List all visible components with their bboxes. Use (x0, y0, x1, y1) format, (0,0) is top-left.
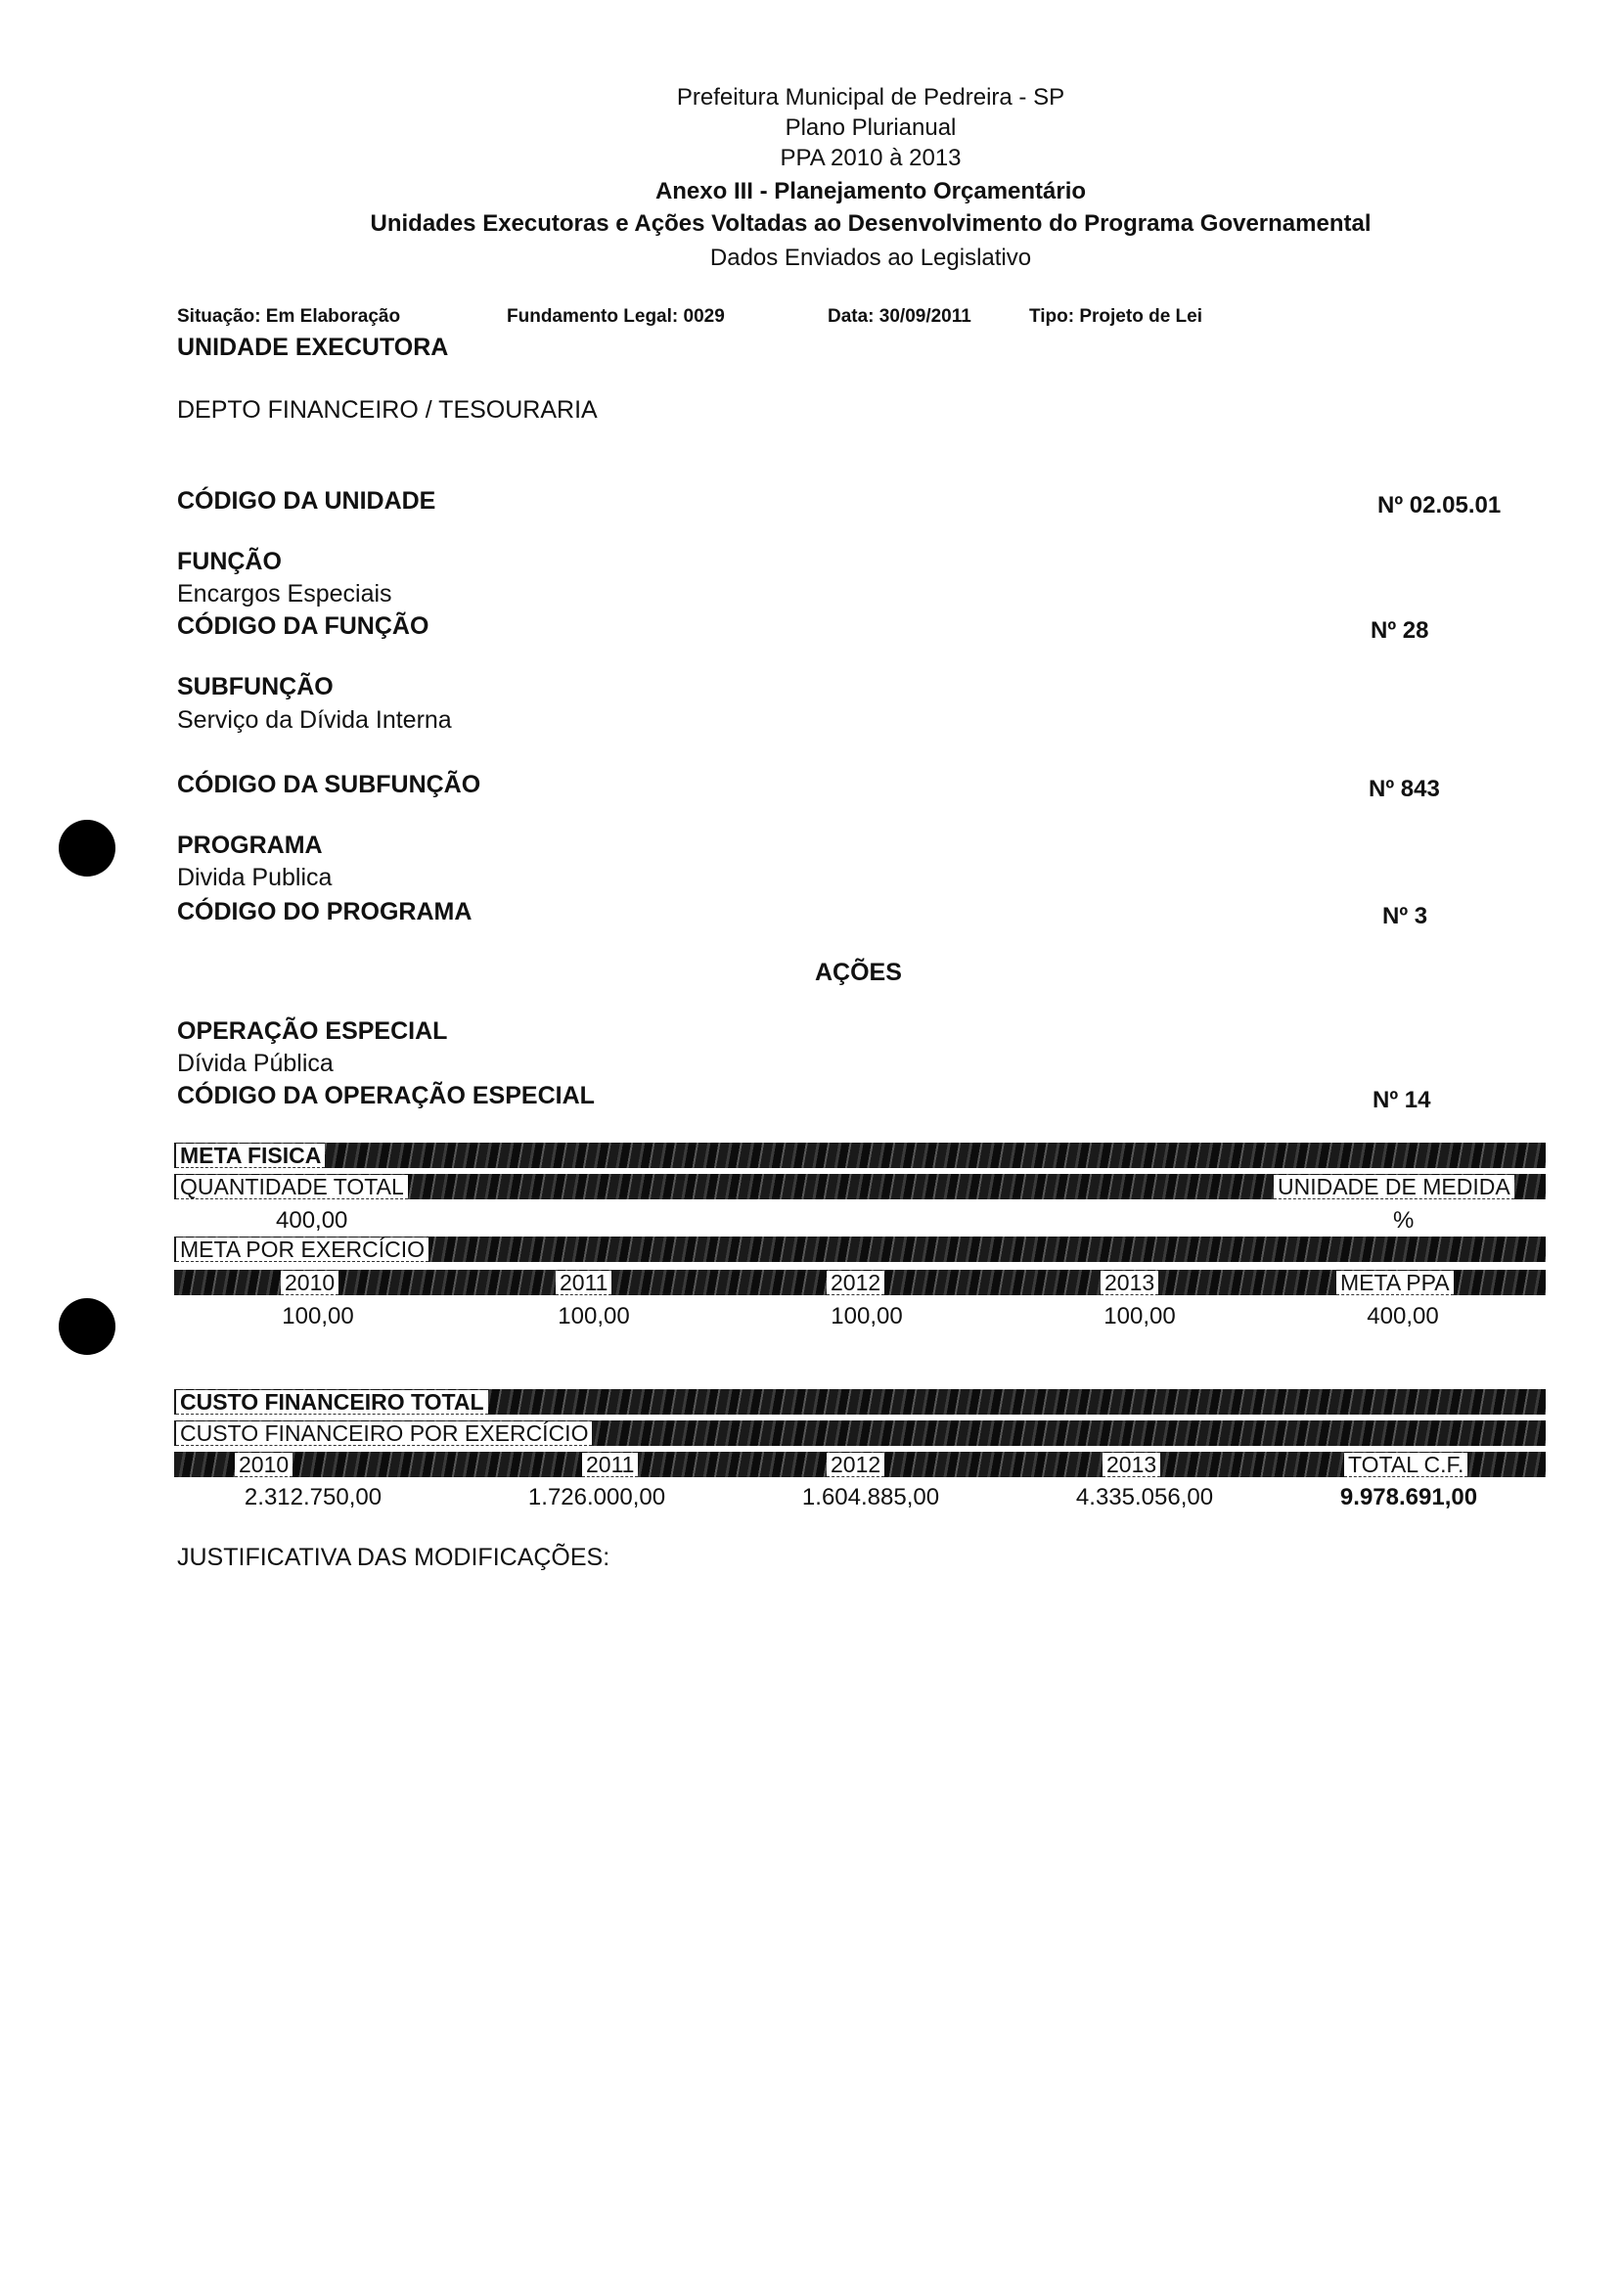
meta-value-2012: 100,00 (831, 1303, 903, 1329)
unidade-heading: UNIDADE EXECUTORA (177, 334, 449, 361)
punch-hole-bottom (59, 1298, 115, 1355)
subfuncao-name: Serviço da Dívida Interna (177, 706, 452, 734)
meta-year-2011: 2011 (556, 1271, 611, 1295)
meta-ppa-value: 400,00 (1367, 1303, 1439, 1329)
unidade-code: Nº 02.05.01 (1377, 492, 1502, 518)
funcao-code-label: CÓDIGO DA FUNÇÃO (177, 612, 429, 640)
situacao: Situação: Em Elaboração (177, 306, 401, 327)
meta-ppa-label: META PPA (1336, 1271, 1454, 1295)
funcao-heading: FUNÇÃO (177, 548, 282, 575)
quantidade-total-value: 400,00 (276, 1207, 348, 1234)
subfuncao-code-label: CÓDIGO DA SUBFUNÇÃO (177, 771, 481, 798)
custo-year-2011: 2011 (582, 1453, 638, 1477)
custo-value-2013: 4.335.056,00 (1075, 1484, 1214, 1510)
header-ppa: PPA 2010 à 2013 (780, 145, 962, 171)
meta-year-2013: 2013 (1101, 1271, 1158, 1295)
custo-por-exercicio-label: CUSTO FINANCEIRO POR EXERCÍCIO (176, 1421, 592, 1446)
quantidade-total-label: QUANTIDADE TOTAL (176, 1175, 408, 1199)
funcao-name: Encargos Especiais (177, 580, 392, 608)
custo-value-2011: 1.726.000,00 (527, 1484, 666, 1510)
meta-fisica-band-1 (174, 1143, 1546, 1168)
custo-value-2012: 1.604.885,00 (801, 1484, 940, 1510)
operacao-name: Dívida Pública (177, 1050, 334, 1077)
custo-year-2013: 2013 (1103, 1453, 1160, 1477)
custo-total-title: CUSTO FINANCEIRO TOTAL (176, 1390, 488, 1415)
meta-year-2012: 2012 (827, 1271, 884, 1295)
custo-total-value: 9.978.691,00 (1339, 1484, 1478, 1510)
custo-value-2010: 2.312.750,00 (244, 1484, 383, 1510)
justificativa-label: JUSTIFICATIVA DAS MODIFICAÇÕES: (177, 1544, 610, 1571)
programa-code-label: CÓDIGO DO PROGRAMA (177, 898, 473, 925)
subfuncao-code: Nº 843 (1369, 776, 1440, 802)
header-plan: Plano Plurianual (785, 114, 957, 141)
punch-hole-top (59, 820, 115, 877)
operacao-heading: OPERAÇÃO ESPECIAL (177, 1017, 448, 1045)
header-legislativo: Dados Enviados ao Legislativo (709, 245, 1032, 271)
header-municipality: Prefeitura Municipal de Pedreira - SP (676, 84, 1065, 111)
meta-value-2011: 100,00 (558, 1303, 630, 1329)
unidade-medida-value: % (1393, 1207, 1415, 1234)
custo-total-label: TOTAL C.F. (1344, 1453, 1467, 1477)
custo-year-2012: 2012 (827, 1453, 884, 1477)
custo-year-2010: 2010 (235, 1453, 293, 1477)
acoes-heading: AÇÕES (815, 959, 902, 986)
operacao-code-label: CÓDIGO DA OPERAÇÃO ESPECIAL (177, 1082, 595, 1109)
meta-year-2010: 2010 (281, 1271, 338, 1295)
header-annex: Anexo III - Planejamento Orçamentário (654, 178, 1087, 204)
fundamento-legal: Fundamento Legal: 0029 (507, 306, 725, 327)
operacao-code: Nº 14 (1373, 1087, 1431, 1113)
funcao-code: Nº 28 (1371, 617, 1429, 644)
unidade-medida-label: UNIDADE DE MEDIDA (1274, 1175, 1514, 1199)
meta-fisica-title: META FISICA (176, 1144, 325, 1168)
unidade-name: DEPTO FINANCEIRO / TESOURARIA (177, 396, 598, 424)
meta-value-2010: 100,00 (282, 1303, 354, 1329)
unidade-code-label: CÓDIGO DA UNIDADE (177, 487, 436, 515)
programa-code: Nº 3 (1382, 903, 1428, 929)
meta-value-2013: 100,00 (1103, 1303, 1176, 1329)
data: Data: 30/09/2011 (828, 306, 971, 327)
meta-por-exercicio-label: META POR EXERCÍCIO (176, 1238, 428, 1262)
header-subtitle: Unidades Executoras e Ações Voltadas ao Desenvolvimento do Programa Governamental (370, 210, 1372, 237)
tipo: Tipo: Projeto de Lei (1029, 306, 1202, 327)
subfuncao-heading: SUBFUNÇÃO (177, 673, 334, 700)
programa-name: Divida Publica (177, 864, 333, 891)
programa-heading: PROGRAMA (177, 832, 323, 859)
